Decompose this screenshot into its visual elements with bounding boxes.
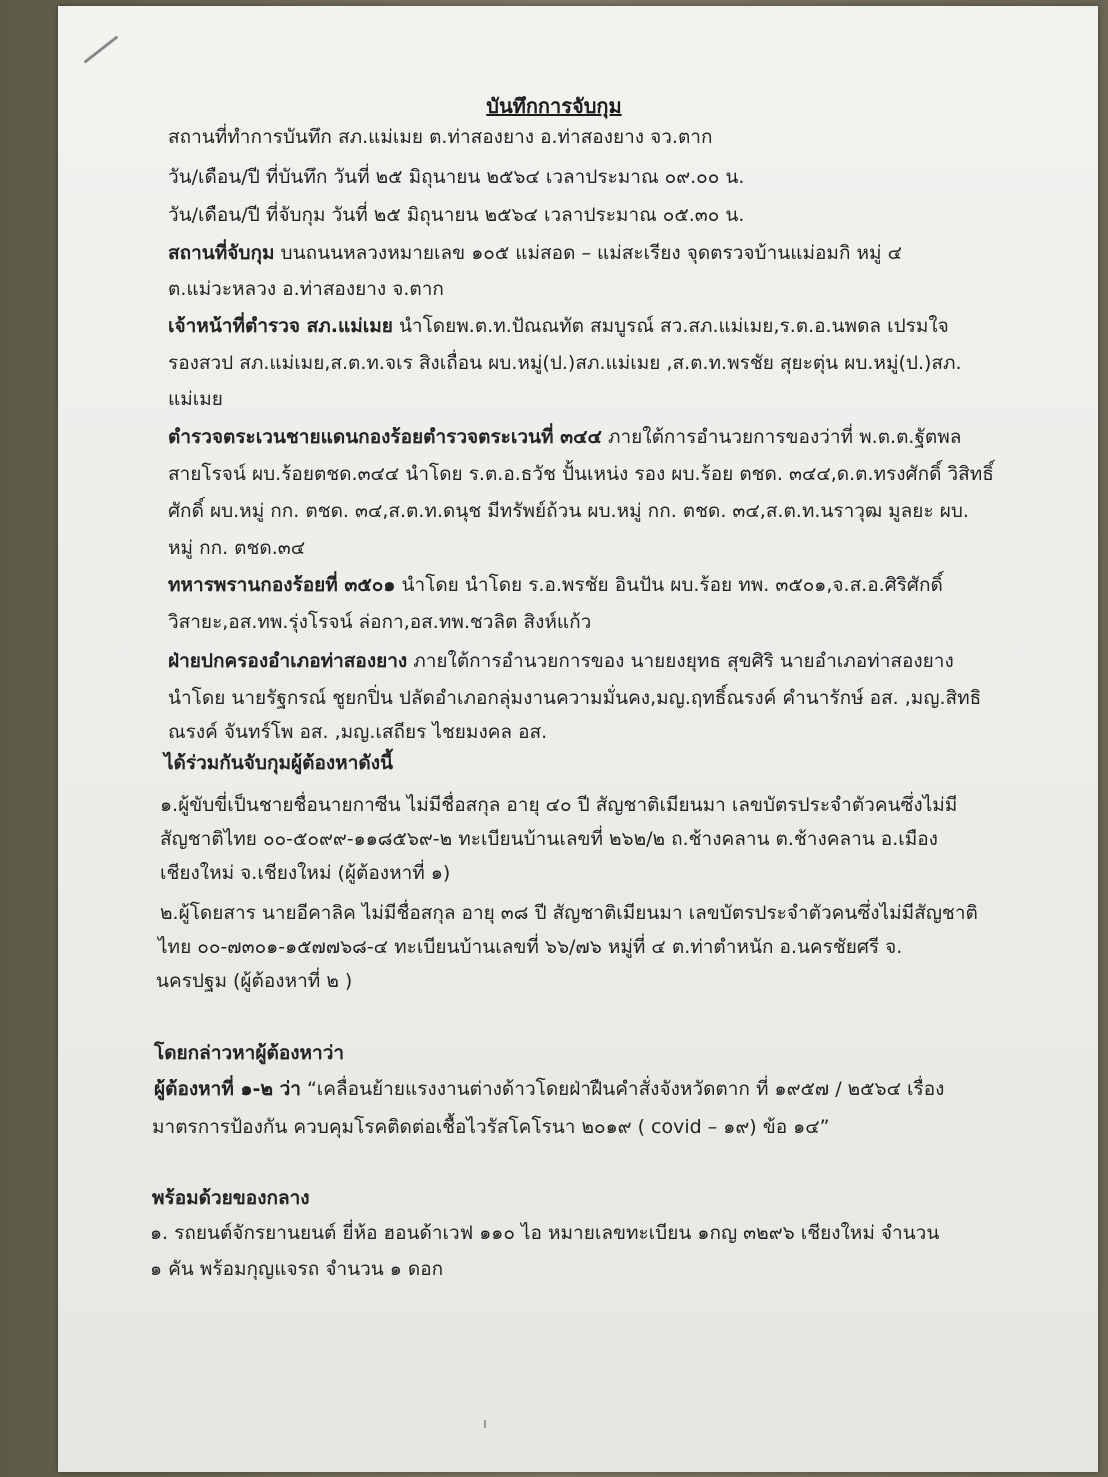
border-patrol-line-4: หมู่ กก. ตชด.๓๔ (168, 537, 306, 559)
ranger-line-1: ทหารพรานกองร้อยที่ ๓๕๐๑ นำโดย นำโดย ร.อ.พรชัย อินปัน ผบ.ร้อย ทพ. ๓๕๐๑,จ.ส.อ.ศิริศักดิ์ (168, 574, 943, 596)
suspect-1-line-2: สัญชาติไทย ๐๐-๕๐๙๙-๑๑๘๕๖๙-๒ ทะเบียนบ้านเลขที่ ๒๖๒/๒ ถ.ช้างคลาน ต.ช้างคลาน อ.เมือง (160, 828, 938, 850)
border-patrol-line-3: ศักดิ์ ผบ.หมู่ กก. ตชด. ๓๔,ส.ต.ท.ดนุช มีทรัพย์ถ้วน ผบ.หมู่ กก. ตชด. ๓๔,ส.ต.ท.นราวุฒ มูลยะ ผบ. (168, 500, 969, 522)
evidence-line-1: ๑. รถยนต์จักรยานยนต์ ยี่ห้อ ฮอนด้าเวฟ ๑๑๐ ไอ หมายเลขทะเบียน ๑กญ ๓๒๙๖ เชียงใหม่ จำนวน (150, 1222, 940, 1244)
police-officers-line-1: เจ้าหน้าที่ตำรวจ สภ.แม่เมย นำโดยพ.ต.ท.ปัณณทัต สมบูรณ์ สว.สภ.แม่เมย,ร.ต.อ.นพดล เปรมใจ (168, 315, 949, 337)
arrest-date-line: วัน/เดือน/ปี ที่จับกุม วันที่ ๒๕ มิถุนายน ๒๕๖๔ เวลาประมาณ ๐๕.๓๐ น. (168, 204, 745, 226)
district-admin-line-2: นำโดย นายรัฐกรณ์ ชูยกปิ่น ปลัดอำเภอกลุ่มงานความมั่นคง,มญ.ฤทธิ์ณรงค์ คำนารักษ์ อส. ,มญ.สิทธิ (168, 687, 982, 709)
police-officers-line-3: แม่เมย (168, 388, 223, 410)
document-title: บันทึกการจับกุม (486, 94, 622, 118)
evidence-line-2: ๑ คัน พร้อมกุญแจรถ จำนวน ๑ ดอก (150, 1258, 444, 1280)
suspect-2-line-3: นครปฐม (ผู้ต้องหาที่ ๒ ) (156, 970, 353, 992)
ranger-line-2: วิสายะ,อส.ทพ.รุ่งโรจน์ ล่อกา,อส.ทพ.ชวลิต สิงห์แก้ว (168, 611, 592, 633)
district-admin-line-3: ณรงค์ จันทร์โพ อส. ,มญ.เสถียร ไชยมงคล อส. (168, 721, 548, 743)
evidence-heading: พร้อมด้วยของกลาง (152, 1187, 310, 1209)
page-mark (484, 1420, 486, 1428)
arrest-location-line: สถานที่จับกุม บนถนนหลวงหมายเลข ๑๐๕ แม่สอด – แม่สะเรียง จุดตรวจบ้านแม่อมกิ หมู่ ๔ (168, 242, 902, 264)
record-location-line: สถานที่ทำการบันทึก สภ.แม่เมย ต.ท่าสองยาง อ.ท่าสองยาง จว.ตาก (168, 126, 713, 148)
suspects-heading: ได้ร่วมกันจับกุมผู้ต้องหาดังนี้ (164, 752, 393, 774)
suspect-2-line-1: ๒.ผู้โดยสาร นายอีคาลิค ไม่มีชื่อสกุล อายุ ๓๘ ปี สัญชาติเมียนมา เลขบัตรประจำตัวคนซึ่งไม่มีสัญชาติ (160, 902, 978, 924)
police-officers-line-2: รองสวป สภ.แม่เมย,ส.ต.ท.จเร สิงเถื่อน ผบ.หมู่(ป.)สภ.แม่เมย ,ส.ต.ท.พรชัย สุยะตุ่น ผบ.หมู่(ป.)สภ. (168, 352, 962, 374)
border-patrol-line-1: ตำรวจตระเวนชายแดนกองร้อยตำรวจตระเวนที่ ๓๔๔ ภายใต้การอำนวยการของว่าที่ พ.ต.ต.ฐัตพล (168, 426, 962, 448)
border-patrol-line-2: สายโรจน์ ผบ.ร้อยตชด.๓๔๔ นำโดย ร.ต.อ.ธวัช ปั้นเหน่ง รอง ผบ.ร้อย ตชด. ๓๔๔,ด.ต.ทรงศักดิ์ วิสิทธิ์ (168, 463, 994, 485)
record-date-line: วัน/เดือน/ปี ที่บันทึก วันที่ ๒๕ มิถุนายน ๒๕๖๔ เวลาประมาณ ๐๙.๐๐ น. (168, 166, 745, 188)
suspect-2-line-2: ไทย ๐๐-๗๓๐๑-๑๕๗๗๖๘-๔ ทะเบียนบ้านเลขที่ ๖๖/๗๖ หมู่ที่ ๔ ต.ท่าตำหนัก อ.นครชัยศรี จ. (158, 936, 903, 958)
charges-heading: โดยกล่าวหาผู้ต้องหาว่า (154, 1042, 345, 1064)
suspect-1-line-3: เชียงใหม่ จ.เชียงใหม่ (ผู้ต้องหาที่ ๑) (160, 862, 451, 884)
charge-line-2: มาตรการป้องกัน ควบคุมโรคติดต่อเชื้อไวรัสโคโรนา ๒๐๑๙ ( covid – ๑๙) ข้อ ๑๔” (152, 1116, 830, 1138)
arrest-location-line-2: ต.แม่วะหลวง อ.ท่าสองยาง จ.ตาก (168, 278, 444, 300)
charge-line-1: ผู้ต้องหาที่ ๑-๒ ว่า “เคลื่อนย้ายแรงงานต่างด้าวโดยฝ่าฝืนคำสั่งจังหวัดตาก ที่ ๑๙๕๗ / ๒๕๖๔ เรื่อง (154, 1078, 945, 1100)
suspect-1-line-1: ๑.ผู้ขับขี่เป็นชายชื่อนายกาซีน ไม่มีชื่อสกุล อายุ ๔๐ ปี สัญชาติเมียนมา เลขบัตรประจำตัวคนซึ่งไม่มี (160, 794, 958, 816)
district-admin-line-1: ฝ่ายปกครองอำเภอท่าสองยาง ภายใต้การอำนวยการของ นายยงยุทธ สุขศิริ นายอำเภอท่าสองยาง (168, 650, 954, 672)
